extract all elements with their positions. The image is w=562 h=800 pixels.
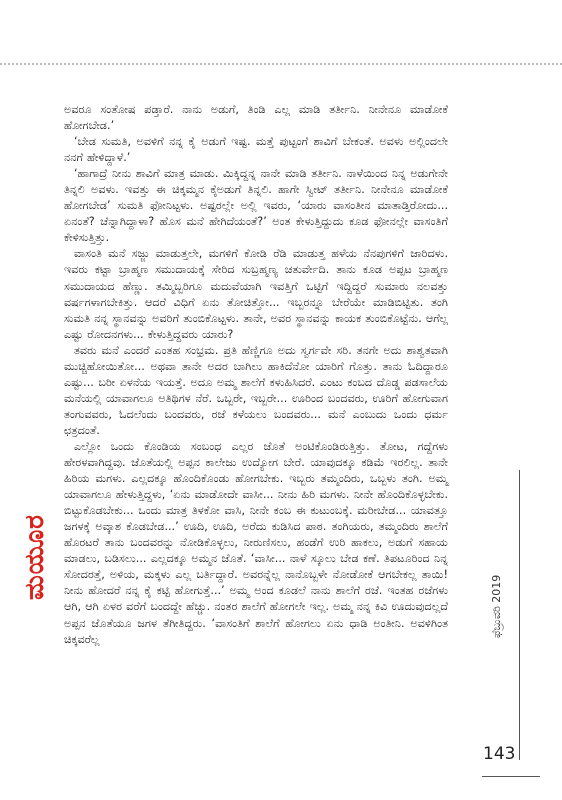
paragraph-6: ಎಲ್ಲೋ ಒಂದು ಕೊಂಡಿಯ ಸಂಬಂಧ ಎಲ್ಲರ ಜೊತೆ ಅಂಟಿಕೊಂಡಿರುತ್ತಿತ್ತು. ತೋಟ, ಗದ್ದೆಗಳು ಹೇರಳವಾಗಿದ್ದವು. ಜೊತೆಯಲ್ಲಿ ಅಪ್ಪನ ಕಾಲೇಜು ಉದ್ಯೋಗ ಬೇರೆ. ಯಾವುದಕ್ಕೂ ಕಡಿಮೆ ಇರಲಿಲ್ಲ. ತಾನೇ ಹಿರಿಯ ಮಗಳು. ಎಲ್ಲದಕ್ಕೂ ಹೊಂದಿಕೊಂಡು ಹೋಗಬೇಕು. ಇಬ್ಬರು ತಮ್ಮಂದಿರು, ಒಬ್ಬಳು ತಂಗಿ. ಅಮ್ಮ ಯಾವಾಗಲೂ ಹೇಳುತ್ತಿದ್ದಳು, ‘ಏನು ಮಾಡೋದೇ ವಾಸೀ... ನೀನು ಹಿರಿ ಮಗಳು. ನೀನೇ ಹೊಂದಿಕೊಳ್ಳಬೇಕು. ಬಿಟ್ಟುಕೊಡಬೇಕು... ಒಂದು ಮಾತ್ರ ತಿಳಕೋ ವಾಸಿ, ನೀನೇ ಕಂಬ ಈ ಕುಟುಂಬಕ್ಕೆ. ಮರೀಬೇಡ... ಯಾವತ್ತೂ ಜಗಳಕ್ಕೆ ಅವ್ಕಾಶ ಕೊಡಬೇಡ...’ ಊದಿ, ಊದಿ, ಅರೆದು ಕುಡಿಸಿದ ಪಾಠ. ತಂಗಿಯರು, ತಮ್ಮಂದಿರು ಶಾಲೆಗೆ ಹೊರಟರೆ ತಾನು ಬಂದವರನ್ನು ನೋಡಿಕೊಳ್ಳಲು, ನೀರುಣಿಸಲು, ಹಂಡೆಗೆ ಉರಿ ಹಾಕಲು, ಅಡುಗೆ ಸಹಾಯ ಮಾಡಲು, ಬಡಿಸಲು... ಎಲ್ಲದಕ್ಕೂ ಅಮ್ಮನ ಜೊತೆ. ‘ವಾಸೀ... ನಾಳೆ ಸ್ಕೂಲು ಬೇಡ ಕಣೆ. ತಿಪಟೂರಿಂದ ನಿನ್ನ ಸೋದರತ್ತೆ, ಅಳಿಯ, ಮಕ್ಕಳು ಎಲ್ಲ ಬರ್ತಿದ್ದಾರೆ. ಅವರನ್ನೆಲ್ಲ ನಾನೊಬ್ಬಳೇ ನೋಡೋಕೆ ಆಗಬೇಕಲ್ಲ ತಾಯಿ! ನೀನು ಹೋದರೆ ನನ್ನ ಕೈ ಕಟ್ಟಿ ಹೋಗುತ್ತೆ...’ ಅಮ್ಮ ಅಂದ ಕೂಡಲೆ ನಾನು ಶಾಲೆಗೆ ರಜೆ. ಇಂತಹ ರಜೆಗಳು ಆಗಿ, ಆಗಿ ಏಳರ ವರೆಗೆ ಬಂದದ್ದೇ ಹೆಚ್ಚು. ನಂತರ ಶಾಲೆಗೆ ಹೋಗಲೇ ಇಲ್ಲ. ಅಮ್ಮ ನನ್ನ ಕಿವಿ ಊದುವುದಲ್ಲದೆ ಅಪ್ಪನ ಜೊತೆಯೂ ಜಗಳ ತೆಗೀತಿದ್ದರು. ‘ವಾಸಂತಿಗೆ ಶಾಲೆಗೆ ಹೋಗಲು ಏನು ಧಾಡಿ ಅಂತೀನಿ. ಅವಳಿಗಿಂತ ಚಿಕ್ಕವರೆಲ್ಲ — [64, 439, 448, 646]
paragraph-4: ವಾಸಂತಿ ಮನೆ ಸಜ್ಜು ಮಾಡುತ್ತಲೇ, ಮಗಳಿಗೆ ಕೋಡಿ ರೆಡಿ ಮಾಡುತ್ತ ಹಳೆಯ ನೆನಪುಗಳಿಗೆ ಜಾರಿದಳು. ಇವರು ಕಟ್ಟಾ ಬ್ರಾಹ್ಮಣ ಸಮುದಾಯಕ್ಕೆ ಸೇರಿದ ಸುಬ್ರಹ್ಮಣ್ಯ ಚತುರ್ವೇದಿ. ತಾನು ಕೂಡ ಅಪ್ಪಟ ಬ್ರಾಹ್ಮಣ ಸಮುದಾಯದ ಹೆಣ್ಣು. ತಮ್ಮಿಬ್ಬರಿಗೂ ಮದುವೆಯಾಗಿ ಇವತ್ತಿಗೆ ಒಟ್ಟಿಗೆ ಇದ್ದಿದ್ದರೆ ಸುಮಾರು ನಲವತ್ತು ವರ್ಷಗಳಾಗಬೇಕಿತ್ತು. ಆದರೆ ವಿಧಿಗೆ ಏನು ತೋಚಿತ್ತೋ... ಇಬ್ಬರನ್ನೂ ಬೇರೆಯೇ ಮಾಡಿಬಿಟ್ಟಿತು. ತಂಗಿ ಸುಮತಿ ನನ್ನ ಸ್ಥಾನವನ್ನು ಅವರಿಗೆ ತುಂಬಿಕೊಟ್ಟಳು. ತಾನೇ, ಅವರ ಸ್ಥಾನವನ್ನು ಕಾಯಕ ತುಂಬಿಕೊಟ್ಟೆನು. ಆಗೆಲ್ಲ ಎಷ್ಟು ರೋದನಗಳು... ಕೇಳುತ್ತಿದ್ದವರು ಯಾರು? — [64, 247, 448, 341]
article-body — [64, 102, 448, 648]
paragraph-2: ‘ಬೇಡ ಸುಮತಿ, ಅವಳಿಗೆ ನನ್ನ ಕೈ ಅಡುಗೆ ಇಷ್ಟ. ಮತ್ತೆ ಪುಟ್ಟಂಗೆ ಶಾವಿಗೆ ಬೇಕಂತೆ. ಅವಳು ಅಲ್ಲಿಂದಲೇ ನನಗೆ ಹೇಳಿದ್ದಾಳೆ.’ — [64, 135, 448, 165]
paragraph-1: ಅವರೂ ಸಂತೋಷ ಪಡ್ತಾರೆ. ನಾನು ಅಡುಗೆ, ತಿಂಡಿ ಎಲ್ಲ ಮಾಡಿ ತರ್ತೀನಿ. ನೀನೇನೂ ಮಾಡೋಕೆ ಹೋಗಬೇಡ.’ — [64, 103, 448, 133]
paragraph-3: ‘ಹಾಗಾದ್ರೆ ನೀನು ಶಾವಿಗೆ ಮಾತ್ರ ಮಾಡು. ಮಿಕ್ಕಿದ್ದನ್ನ ನಾನೇ ಮಾಡಿ ತರ್ತೀನಿ. ನಾಳೆಯಿಂದ ನಿನ್ನ ಅಡುಗೇನೇ ತಿನ್ನಲಿ ಅವಳು. ಇವತ್ತು ಈ ಚಿಕ್ಕಮ್ಮನ ಕೈಅಡುಗೆ ತಿನ್ನಲಿ. ಹಾಗೇ ಸ್ವೀಟ್ ತರ್ತೀನಿ. ನೀನೇನೂ ಮಾಡೋಕೆ ಹೋಗಬೇಡ’ ಸುಮತಿ ಫೋನಿಟ್ಟಳು. ಅಷ್ಟರಲ್ಲೇ ಅಲ್ಲಿ ಇವರು, ‘ಯಾರು ವಾಸಂತೀನ ಮಾತಾಡ್ತಿರೋದು... ಏನಂತೆ? ಚೆನ್ನಾಗಿದ್ದಾಳಾ? ಹೊಸ ಮನೆ ಹೇಗಿದೆಯಂತೆ?’ ಅಂತ ಕೇಳುತ್ತಿದ್ದುದು ಕೂಡ ಫೋನಲ್ಲೇ ವಾಸಂತಿಗೆ ಕೇಳಿಸುತ್ತಿತ್ತು. — [64, 167, 448, 245]
paragraph-5: ತವರು ಮನೆ ಎಂದರೆ ಎಂತಹ ಸಂಭ್ರಮ. ಪ್ರತಿ ಹೆಣ್ಣಿಗೂ ಅದು ಸ್ವರ್ಗವೇ ಸರಿ. ತನಗೇ ಅದು ಶಾಶ್ವತವಾಗಿ ಮುಚ್ಚಿಹೋಯಿತೋ... ಅಥವಾ ತಾನೇ ಅದರ ಬಾಗಿಲು ಹಾಕಿದೆನೋ ಯಾರಿಗೆ ಗೊತ್ತು. ತಾನು ಓದಿದ್ದಾರೂ ಎಷ್ಟು... ಬರೀ ಏಳನೆಯ ಇಯತ್ತೆ. ಅದೂ ಅಮ್ಮ ಶಾಲೆಗೆ ಕಳುಹಿಸಿದರೆ. ಎಂಟು ಕಂಬದ ದೊಡ್ಡ ಪಡಸಾಲೆಯ ಮನೆಯಲ್ಲಿ ಯಾವಾಗಲೂ ಅತಿಥಿಗಳ ನೆರೆ. ಒಬ್ಬರೇ, ಇಬ್ಬರೇ... ಊರಿಂದ ಬಂದವರು, ಊರಿಗೆ ಹೋಗುವಾಗ ತಂಗುವವರು, ಓದಲೆಂದು ಬಂದವರು, ರಜೆ ಕಳೆಯಲು ಬಂದವರು... ಮನೆ ಎಂಬುದು ಒಂದು ಧರ್ಮ ಛತ್ರದಂತೆ. — [64, 343, 448, 437]
page-number: 143 — [483, 744, 516, 764]
top-dotted-separator — [0, 63, 562, 65]
sidebar-vertical-rule — [519, 470, 520, 760]
magazine-title: ಮಯೂರ — [20, 514, 50, 600]
issue-date: ಫೆಬ್ರುವರಿ 2019 — [490, 574, 503, 638]
page-number-rule — [482, 776, 540, 777]
